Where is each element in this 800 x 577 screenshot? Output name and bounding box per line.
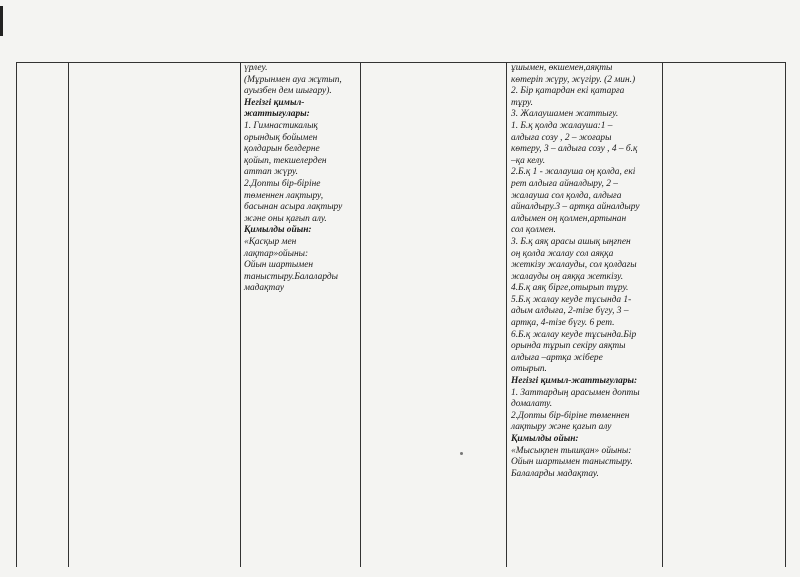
table-divider-5 xyxy=(662,62,663,567)
text-line: таныстыру.Балаларды xyxy=(244,271,338,282)
text-line: көтеру, 3 – алдыға созу , 4 – б.қ xyxy=(511,144,638,155)
text-line: алдымен оң қолмен,артынан xyxy=(511,213,627,224)
text-line: 2.Б.қ 1 - жалауша оң қолда, екі xyxy=(511,167,636,178)
text-line: 1. Б.қ қолда жалауша:1 – xyxy=(511,120,613,131)
text-line: алдыға –артқа жібере xyxy=(511,352,603,363)
text-line: рет алдыға айналдыру, 2 – xyxy=(511,178,618,189)
text-line: 3. Жалаушамен жаттығу. xyxy=(511,109,619,120)
text-line: 1. Гимнастикалық xyxy=(244,120,318,131)
text-line: 6.Б.қ жалау кеуде тұсында.Бір xyxy=(511,329,637,340)
text-line: адым алдыға, 2-тізе бүгу, 3 – xyxy=(511,306,629,317)
text-line: 2. Бір қатардан екі қатарға xyxy=(511,86,625,97)
table-cell-activities-col5 xyxy=(511,63,640,480)
text-line: отырып. xyxy=(511,364,547,375)
text-line: үрлеу. xyxy=(244,63,268,73)
text-line: жалауды оң аяққа жеткізу. xyxy=(511,271,624,282)
text-line: айналдыру.3 – артқа айналдыру xyxy=(511,202,640,213)
text-line: 3. Б.қ аяқ арасы ашық ыңғпен xyxy=(511,236,631,247)
text-line: Ойын шартымен xyxy=(244,260,314,271)
table-border-left xyxy=(16,62,17,567)
text-line: Қимылды ойын: xyxy=(244,225,312,236)
table-top-border xyxy=(16,62,786,63)
text-line: оң қолда жалау сол аяққа xyxy=(511,248,614,259)
scan-speck xyxy=(460,452,463,455)
text-line: Қимылды ойын: xyxy=(511,434,579,444)
text-line: қолдарын белдерне xyxy=(244,144,320,155)
text-line: төменнен лақтыру, xyxy=(244,190,324,201)
text-line: қойып, текшелерден xyxy=(244,155,327,166)
text-line: және оны қағып алу. xyxy=(244,213,327,224)
text-line: артқа, 4-тізе бүгу. 6 рет. xyxy=(511,318,615,329)
text-line: 4.Б.қ аяқ бірге,отырып тұру. xyxy=(511,283,629,294)
table-divider-2 xyxy=(240,62,241,567)
text-line: Негізгі қимыл-жаттығулары: xyxy=(511,376,638,387)
text-line: Негізгі қимыл- xyxy=(244,97,305,108)
text-line: жаттығулары: xyxy=(244,109,310,120)
table-cell-activities-col3 xyxy=(244,63,342,295)
text-line: –қа келу. xyxy=(511,155,546,166)
text-line: лақтыру және қағып алу xyxy=(511,422,612,433)
text-line: Ойын шартымен таныстыру. xyxy=(511,457,633,468)
text-line: лақтар»ойыны: xyxy=(244,248,309,259)
text-line: 1. Заттардың арасымен допты xyxy=(511,387,640,398)
table-divider-1 xyxy=(68,62,69,567)
text-line: 2.Допты бір-біріне xyxy=(244,178,321,189)
text-line: мадақтау xyxy=(244,283,285,294)
text-line: жалауша сол қолда, алдыға xyxy=(511,190,622,201)
text-line: сол қолмен. xyxy=(511,225,556,236)
text-line: (Мұрынмен ауа жұтып, xyxy=(244,74,342,85)
text-line: тұру. xyxy=(511,97,533,108)
text-line: алдыға созу , 2 – жоғары xyxy=(511,132,612,143)
text-line: Балаларды мадақтау. xyxy=(511,468,599,479)
text-line: домалату. xyxy=(511,399,553,410)
text-line: ұшымен, өкшемен,аяқты xyxy=(511,63,613,73)
text-line: 5.Б.қ жалау кеуде тұсында 1- xyxy=(511,294,632,305)
text-line: «Мысықпен тышқан» ойыны: xyxy=(511,445,632,456)
text-line: басынан асыра лақтыру xyxy=(244,202,343,213)
table-border-right xyxy=(785,62,786,567)
scan-edge-mark xyxy=(0,6,3,36)
text-line: «Қасқыр мен xyxy=(244,236,297,247)
table-divider-4 xyxy=(506,62,507,567)
text-line: ауызбен дем шығару). xyxy=(244,86,332,97)
text-line: аттап жүру. xyxy=(244,167,298,178)
text-line: орындық бойымен xyxy=(244,132,318,143)
text-line: 2.Допты бір-біріне төменнен xyxy=(511,410,630,421)
text-line: көтеріп жүру, жүгіру. (2 мин.) xyxy=(511,74,636,85)
table-divider-3 xyxy=(360,62,361,567)
text-line: орында тұрып секіру аяқты xyxy=(511,341,626,352)
text-line: жеткізу жалауды, сол қолдағы xyxy=(511,260,637,271)
